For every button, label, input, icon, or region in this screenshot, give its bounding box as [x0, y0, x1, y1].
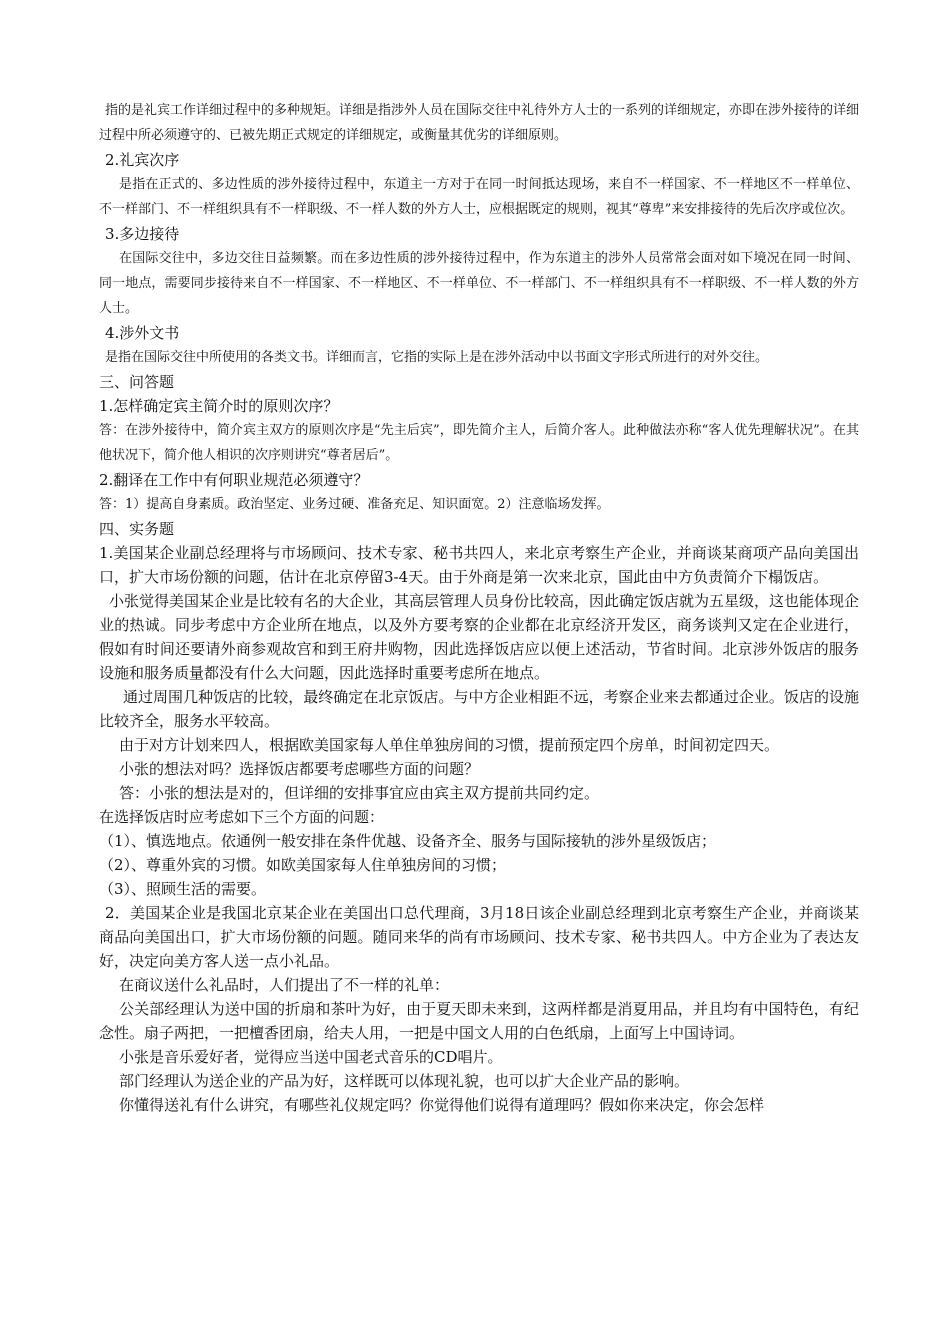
definition-paragraph: 是指在国际交往中所使用的各类文书。详细而言，它指的实际上是在涉外活动中以书面文字形式所进行的对外交往。 — [105, 350, 769, 365]
case-paragraph: 在商议送什么礼品时，人们提出了不一样的礼单： — [119, 976, 450, 994]
term-heading: 3.多边接待 — [105, 225, 180, 243]
case-question: 小张的想法对吗？选择饭店都要考虑哪些方面的问题？ — [119, 760, 480, 778]
section-heading: 四、实务题 — [99, 520, 175, 538]
section-heading: 三、问答题 — [99, 373, 175, 391]
case-paragraph: 通过周围几种饭店的比较，最终确定在北京饭店。与中方企业相距不远，考察企业来去都通过企业。饭店的设施比较齐全，服务水平较高。 — [99, 688, 859, 730]
question-heading: 2.翻译在工作中有何职业规范必须遵守？ — [99, 471, 369, 489]
definition-paragraph: 在国际交往中，多边交往日益频繁。而在多边性质的涉外接待过程中，作为东道主的涉外人员常常会面对如下境况在同一时间、同一地点，需要同步接待来自不一样国家、不一样地区、不一样单位、不一样部门、不一样组织具有不一样职级、不一样人数的外方人士。 — [99, 251, 859, 316]
case-paragraph: 小张是音乐爱好者，觉得应当送中国老式音乐的CD唱片。 — [119, 1048, 503, 1066]
answer-paragraph: 答：在涉外接待中，简介宾主双方的原则次序是“先主后宾”，即先简介主人，后简介客人。此种做法亦称“客人优先理解状况”。在其他状况下，简介他人相识的次序则讲究“尊者居后”。 — [99, 423, 859, 463]
definition-paragraph: 是指在正式的、多边性质的涉外接待过程中，东道主一方对于在同一时间抵达现场，来自不一样国家、不一样地区不一样单位、不一样部门、不一样组织具有不一样职级、不一样人数的外方人士，应根据既定的规则，视其“尊卑”来安排接待的先后次序或位次。 — [99, 177, 859, 217]
case-answer: 答：小张的想法是对的，但详细的安排事宜应由宾主双方提前共同约定。 — [119, 784, 600, 802]
definition-paragraph: 指的是礼宾工作详细过程中的多种规矩。详细是指涉外人员在国际交往中礼待外方人士的一系列的详细规定，亦即在涉外接待的详细过程中所必须遵守的、已被先期正式规定的详细规定，或衡量其优劣的详细原则。 — [99, 103, 860, 143]
case-paragraph: 1.美国某企业副总经理将与市场顾问、技术专家、秘书共四人，来北京考察生产企业，并商谈某商项产品向美国出口，扩大市场份额的问题，估计在北京停留3-4天。由于外商是第一次来北京，国此由中方负责简介下榻饭店。 — [99, 544, 859, 586]
case-paragraph: 在选择饭店时应考虑如下三个方面的问题： — [99, 808, 385, 826]
term-heading: 2.礼宾次序 — [105, 151, 180, 169]
question-heading: 1.怎样确定宾主简介时的原则次序？ — [99, 397, 339, 415]
case-paragraph: 由于对方计划来四人，根据欧美国家每人单住单独房间的习惯，提前预定四个房单，时间初定四天。 — [119, 736, 780, 754]
answer-paragraph: 答：1）提高自身素质。政治坚定、业务过硬、准备充足、知识面宽。2）注意临场发挥。 — [99, 497, 610, 512]
case-paragraph: 你懂得送礼有什么讲究，有哪些礼仪规定吗？你觉得他们说得有道理吗？假如你来决定，你会怎样 — [119, 1096, 765, 1114]
case-paragraph: 公关部经理认为送中国的折扇和茶叶为好，由于夏天即未来到，这两样都是消夏用品，并且均有中国特色，有纪念性。扇子两把，一把檀香团扇，给夫人用，一把是中国文人用的白色纸扇，上面写上中国诗词。 — [99, 1000, 859, 1042]
case-paragraph: 小张觉得美国某企业是比较有名的大企业，其高层管理人员身份比较高，因此确定饭店就为五星级，这也能体现企业的热诚。同步考虑中方企业所在地点，以及外方要考察的企业都在北京经济开发区，商务谈判又定在企业进行，假如有时间还要请外商参观故宫和到王府井购物，因此选择饭店应以便上述活动，节省时间。北京涉外饭店的服务设施和服务质量都没有什么大问题，因此选择时重要考虑所在地点。 — [99, 592, 860, 682]
case-paragraph: 2．美国某企业是我国北京某企业在美国出口总代理商，3月18日该企业副总经理到北京考察生产企业，并商谈某商品向美国出口，扩大市场份额的问题。随同来华的尚有市场顾问、技术专家、秘书共四人。中方企业为了表达友好，决定向美方客人送一点小礼品。 — [99, 904, 859, 970]
document-page — [99, 98, 859, 1117]
list-item: （2）、尊重外宾的习惯。如欧美国家每人住单独房间的习惯； — [99, 856, 507, 874]
case-paragraph: 部门经理认为送企业的产品为好，这样既可以体现礼貌，也可以扩大企业产品的影响。 — [119, 1072, 690, 1090]
list-item: （1）、慎选地点。依通例一般安排在条件优越、设备齐全、服务与国际接轨的涉外星级饭店； — [99, 832, 717, 850]
term-heading: 4.涉外文书 — [105, 324, 180, 342]
list-item: （3）、照顾生活的需要。 — [99, 880, 267, 898]
